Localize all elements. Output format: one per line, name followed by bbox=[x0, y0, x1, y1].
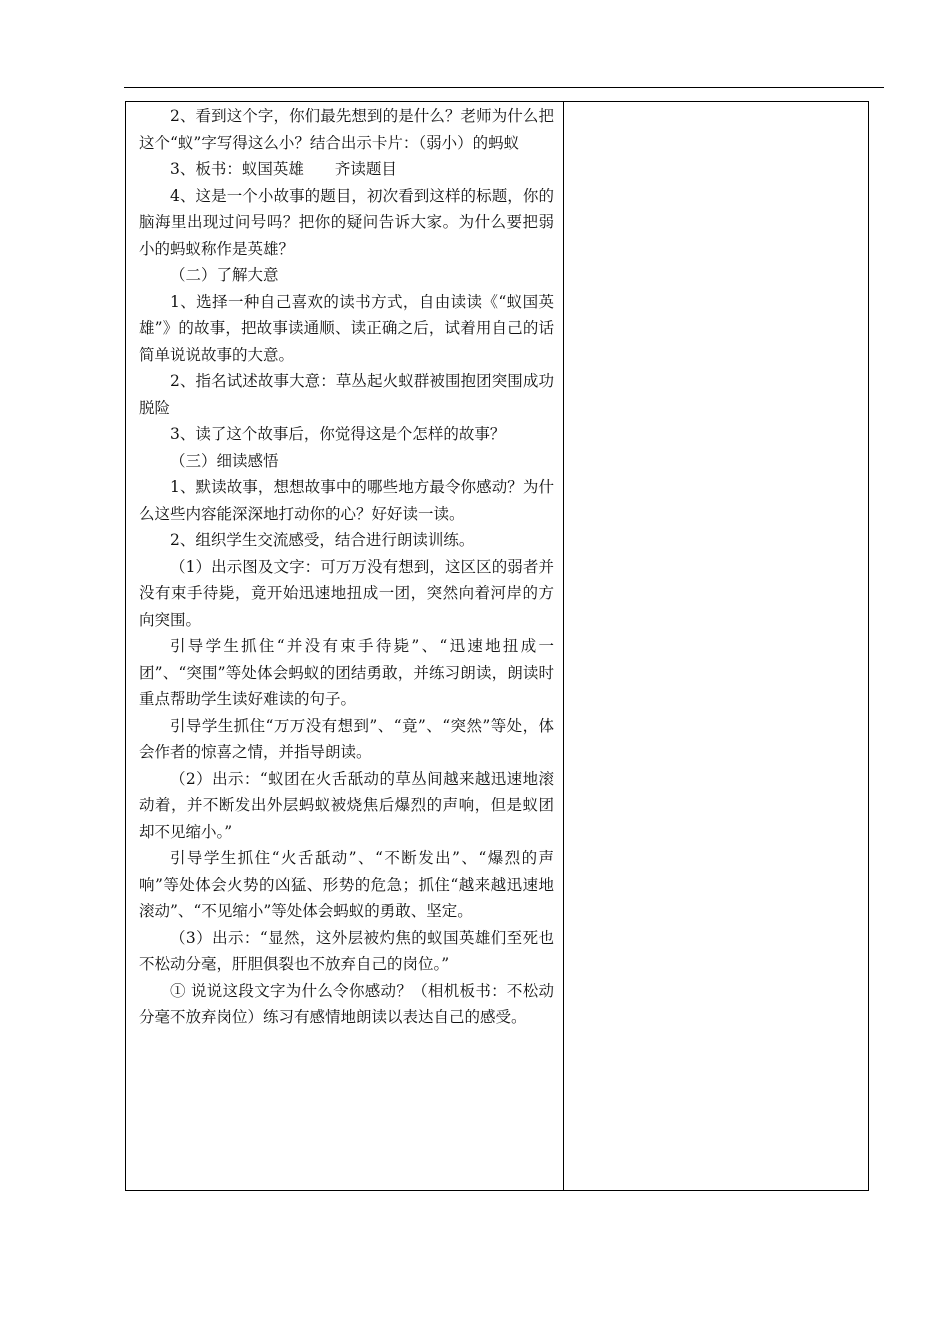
lesson-plan-table bbox=[125, 101, 869, 1191]
excerpt-3: （3）出示：“显然，这外层被灼焦的蚁国英雄们至死也不松动分毫，肝胆俱裂也不放弃自己的岗位。” bbox=[139, 928, 554, 973]
teaching-process-content bbox=[126, 102, 563, 1031]
guidance-1b: 引导学生抓住“万万没有想到”、“竟”、“突然”等处，体会作者的惊喜之情，并指导朗读。 bbox=[139, 716, 554, 761]
teaching-process-cell bbox=[126, 102, 564, 1191]
guidance-2: 引导学生抓住“火舌舐动”、“不断发出”、“爆烈的声响”等处体会火势的凶猛、形势的危急；抓住“越来越迅速地滚动”、“不见缩小”等处体会蚂蚁的勇敢、坚定。 bbox=[139, 849, 554, 920]
excerpt-1: （1）出示图及文字：可万万没有想到，这区区的弱者并没有束手待毙，竟开始迅速地扭成一团，突然向着河岸的方向突围。 bbox=[139, 557, 554, 629]
step-4-paragraph: 4、这是一个小故事的题目，初次看到这样的标题，你的脑海里出现过问号吗？把你的疑问告诉大家。为什么要把弱小的蚂蚁称作是英雄？ bbox=[139, 186, 554, 258]
close-reading-step-2: 2、组织学生交流感受，结合进行朗读训练。 bbox=[170, 531, 475, 549]
table-row bbox=[126, 102, 869, 1191]
header-rule bbox=[124, 87, 884, 88]
close-reading-step-1: 1、默读故事，想想故事中的哪些地方最令你感动？为什么这些内容能深深地打动你的心？好好读一读。 bbox=[139, 478, 554, 523]
guidance-3: ① 说说这段文字为什么令你感动？（相机板书：不松动分毫不放弃岗位）练习有感情地朗读以表达自己的感受。 bbox=[139, 981, 554, 1026]
understand-step-2: 2、指名试述故事大意：草丛起火蚁群被围抱团突围成功脱险 bbox=[139, 372, 554, 417]
notes-cell bbox=[564, 102, 869, 1191]
understand-step-1: 1、选择一种自己喜欢的读书方式，自由读读《“蚁国英雄”》的故事，把故事读通顺、读正确之后，试着用自己的话简单说说故事的大意。 bbox=[139, 292, 554, 364]
guidance-1a: 引导学生抓住“并没有束手待毙”、“迅速地扭成一团”、“突围”等处体会蚂蚁的团结勇敢，并练习朗读，朗读时重点帮助学生读好难读的句子。 bbox=[139, 637, 554, 708]
section-heading-close-reading: （三）细读感悟 bbox=[170, 451, 279, 470]
step-3-paragraph: 3、板书：蚁国英雄 齐读题目 bbox=[170, 160, 397, 178]
section-heading-understand: （二）了解大意 bbox=[170, 266, 279, 284]
understand-step-3: 3、读了这个故事后，你觉得这是个怎样的故事？ bbox=[170, 425, 506, 443]
excerpt-2: （2）出示：“蚁团在火舌舐动的草丛间越来越迅速地滚动着，并不断发出外层蚂蚁被烧焦后爆烈的声响，但是蚁团却不见缩小。” bbox=[139, 769, 554, 841]
step-2-paragraph: 2、看到这个字，你们最先想到的是什么？老师为什么把这个“蚁”字写得这么小？结合出示卡片：（弱小）的蚂蚁 bbox=[139, 107, 554, 152]
